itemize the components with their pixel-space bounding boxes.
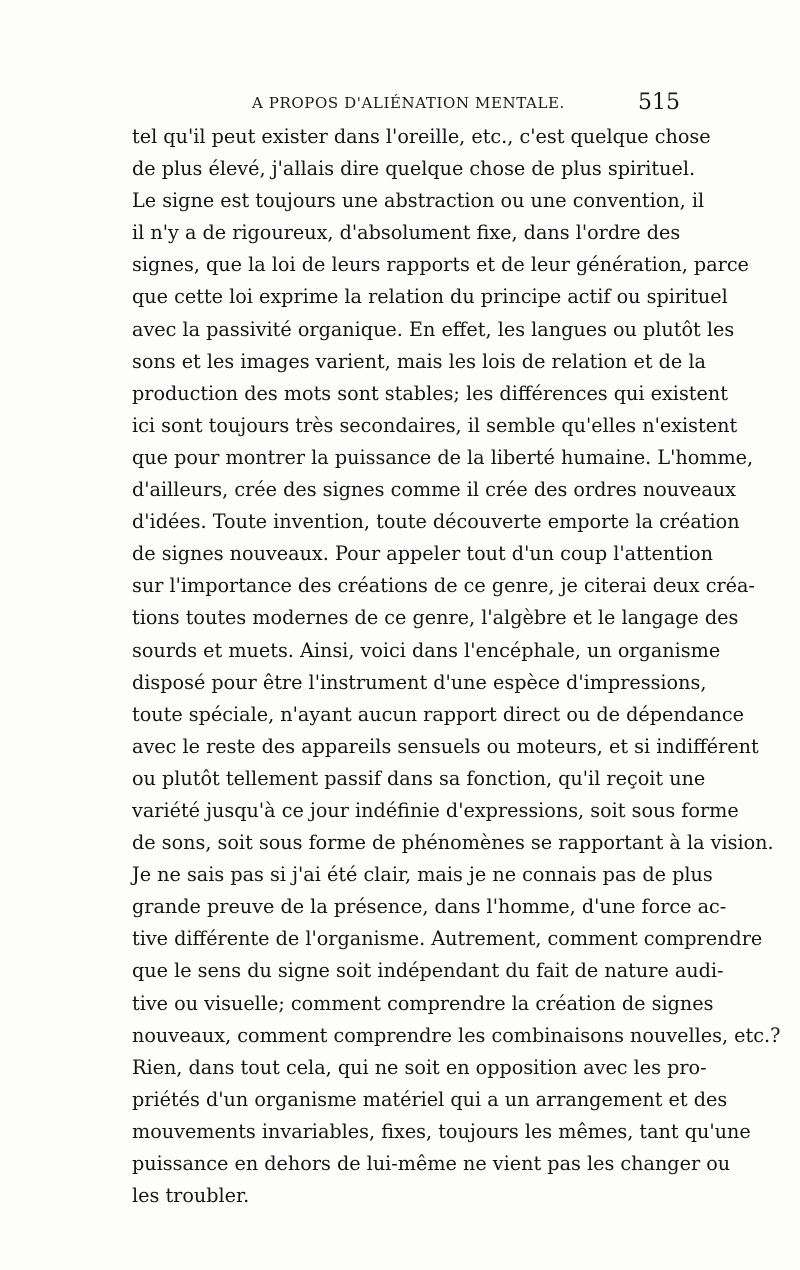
text-line-last: les troubler. [132,1184,250,1208]
text-line: de sons, soit sous forme de phénomènes se rapportant à la vision. [132,831,774,855]
text-line: grande preuve de la présence, dans l'homme, d'une force ac- [132,895,727,919]
text-line: sur l'importance des créations de ce genre, je citerai deux créa- [132,574,755,598]
text-line: Rien, dans tout cela, qui ne soit en opposition avec les pro- [132,1055,707,1079]
text-line: mouvements invariables, fixes, toujours les mêmes, tant qu'une [132,1119,751,1143]
text-line: ici sont toujours très secondaires, il semble qu'elles n'existent [132,413,738,437]
text-line: sourds et muets. Ainsi, voici dans l'encéphale, un organisme [132,638,721,662]
text-line: d'idées. Toute invention, toute découverte emporte la création [132,510,740,534]
text-line: sons et les images varient, mais les lois de relation et de la [132,349,706,373]
text-line: toute spéciale, n'ayant aucun rapport direct ou de dépendance [132,702,744,726]
running-head [132,92,680,118]
text-line: tions toutes modernes de ce genre, l'algèbre et le langage des [132,606,739,630]
text-line: d'ailleurs, crée des signes comme il crée des ordres nouveaux [132,478,736,502]
text-line: que le sens du signe soit indépendant du fait de nature audi- [132,959,724,983]
text-line: de plus élevé, j'allais dire quelque chose de plus spirituel. [132,157,696,181]
text-line: il n'y a de rigoureux, d'absolument fixe, dans l'ordre des [132,221,681,245]
text-line: disposé pour être l'instrument d'une espèce d'impressions, [132,670,707,694]
text-line: Je ne sais pas si j'ai été clair, mais je ne connais pas de plus [132,863,713,887]
body-paragraph [132,121,781,1212]
text-line: avec le reste des appareils sensuels ou moteurs, et si indifférent [132,734,759,758]
text-line: signes, que la loi de leurs rapports et de leur génération, parce [132,253,749,277]
page-number: 515 [638,90,680,115]
text-line: variété jusqu'à ce jour indéfinie d'expressions, soit sous forme [132,798,739,822]
text-line: tive ou visuelle; comment comprendre la création de signes [132,991,714,1015]
text-line: que pour montrer la puissance de la liberté humaine. L'homme, [132,445,754,469]
text-line: de signes nouveaux. Pour appeler tout d'un coup l'attention [132,542,713,566]
text-line: priétés d'un organisme matériel qui a un arrangement et des [132,1087,728,1111]
text-line: production des mots sont stables; les différences qui existent [132,381,728,405]
text-line: que cette loi exprime la relation du principe actif ou spirituel [132,285,728,309]
text-line: Le signe est toujours une abstraction ou une convention, il [132,189,705,213]
text-line: ou plutôt tellement passif dans sa fonction, qu'il reçoit une [132,766,706,790]
running-title: A PROPOS D'ALIÉNATION MENTALE. [252,94,565,112]
text-line: avec la passivité organique. En effet, les langues ou plutôt les [132,317,735,341]
text-line: tel qu'il peut exister dans l'oreille, etc., c'est quelque chose [132,125,711,148]
text-line: nouveaux, comment comprendre les combinaisons nouvelles, etc.? [132,1023,781,1047]
text-line: puissance en dehors de lui-même ne vient pas les changer ou [132,1152,731,1175]
text-line: tive différente de l'organisme. Autrement, comment comprendre [132,927,763,951]
